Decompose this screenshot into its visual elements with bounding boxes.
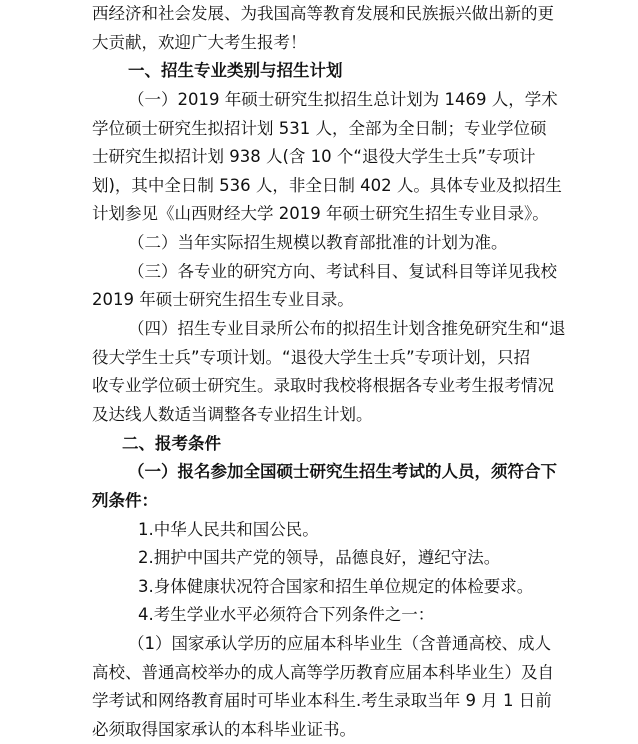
paragraph-2-line-1: （二）当年实际招生规模以教育部批准的计划为准。 <box>128 233 508 253</box>
paragraph-1-line-1: （一）2019 年硕士研究生拟招生总计划为 1469 人，学术 <box>128 89 558 109</box>
condition-item-2: 2.拥护中国共产党的领导，品德良好，遵纪守法。 <box>138 548 501 568</box>
intro-line-1: 西经济和社会发展、为我国高等教育发展和民族振兴做出新的更 <box>92 4 554 23</box>
paragraph-4-line-4: 及达线人数适当调整各专业招生计划。 <box>92 404 373 424</box>
subheading-1-line-2: 列条件： <box>92 490 158 510</box>
condition-item-1: 1.中华人民共和国公民。 <box>138 519 319 539</box>
paragraph-3-line-2: 2019 年硕士研究生招生专业目录。 <box>92 290 354 310</box>
paragraph-4-line-3: 收专业学位硕士研究生。录取时我校将根据各专业考生报考情况 <box>92 376 554 396</box>
paragraph-5-line-2: 高校、普通高校举办的成人高等学历教育应届本科毕业生）及自 <box>92 662 554 682</box>
condition-item-3: 3.身体健康状况符合国家和招生单位规定的体检要求。 <box>138 576 534 596</box>
condition-item-4: 4.考生学业水平必须符合下列条件之一： <box>138 605 435 625</box>
paragraph-1-line-5: 计划参见《山西财经大学 2019 年硕士研究生招生专业目录》。 <box>92 204 549 224</box>
paragraph-1-line-3: 士研究生拟招计划 938 人(含 10 个“退役大学生士兵”专项计 <box>92 147 536 167</box>
section-heading-1: 一、招生专业类别与招生计划 <box>128 61 343 81</box>
paragraph-5-line-4: 必须取得国家承认的本科毕业证书。 <box>92 720 356 739</box>
paragraph-5-line-3: 学考试和网络教育届时可毕业本科生.考生录取当年 9 月 1 日前 <box>92 691 552 711</box>
paragraph-4-line-1: （四）招生专业目录所公布的拟招生计划含推免研究生和“退 <box>128 319 566 339</box>
intro-line-2: 大贡献，欢迎广大考生报考！ <box>92 32 307 52</box>
section-heading-2: 二、报考条件 <box>122 433 221 453</box>
paragraph-3-line-1: （三）各专业的研究方向、考试科目、复试科目等详见我校 <box>128 261 557 281</box>
paragraph-1-line-4: 划)，其中全日制 536 人，非全日制 402 人。具体专业及拟招生 <box>92 175 562 195</box>
paragraph-5-line-1: （1）国家承认学历的应届本科毕业生（含普通高校、成人 <box>128 634 551 654</box>
paragraph-1-line-2: 学位硕士研究生拟招计划 531 人，全部为全日制；专业学位硕 <box>92 118 547 138</box>
subheading-1-line-1: （一）报名参加全国硕士研究生招生考试的人员，须符合下 <box>128 462 557 482</box>
paragraph-4-line-2: 役大学生士兵”专项计划。“退役大学生士兵”专项计划，只招 <box>92 347 531 367</box>
